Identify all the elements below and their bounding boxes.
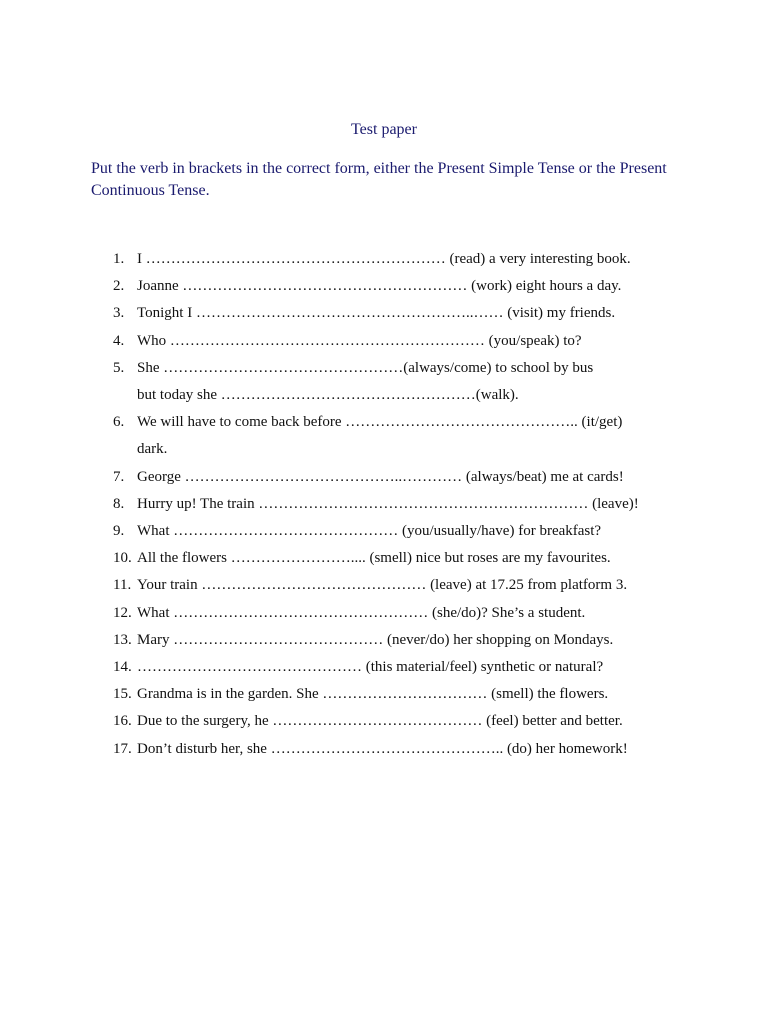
item-text: Tonight I ………………………………………………..…… (visit) my friends.: [137, 305, 616, 322]
exercise-item-7: [113, 464, 683, 491]
item-text-continued: dark.: [137, 441, 168, 458]
item-text: ……………………………………… (this material/feel) synthetic or natural?: [137, 659, 604, 676]
exercise-item-6: [113, 409, 683, 463]
item-text: Due to the surgery, he …………………………………… (feel) better and better.: [137, 713, 623, 730]
item-text: I …………………………………………………… (read) a very interesting book.: [137, 251, 631, 267]
exercise-list: [113, 246, 683, 763]
item-text: She …………………………………………(always/come) to school by bus: [137, 359, 594, 376]
item-number: 10.: [113, 550, 132, 567]
item-number: 9.: [113, 523, 125, 540]
item-text: Who ……………………………………………………… (you/speak) to?: [137, 332, 582, 349]
page-title: Test paper: [351, 121, 417, 138]
exercise-item-4: [113, 328, 683, 355]
item-number: 3.: [113, 305, 125, 322]
item-number: 6.: [113, 414, 125, 431]
item-number: 7.: [113, 468, 125, 485]
item-number: 14.: [113, 659, 132, 676]
item-number: 8.: [113, 495, 125, 512]
exercise-item-14: [113, 654, 683, 681]
exercise-item-16: [113, 708, 683, 735]
exercise-item-3: [113, 300, 683, 327]
item-number: 5.: [113, 359, 125, 376]
exercise-item-8: [113, 491, 683, 518]
exercise-item-10: [113, 545, 683, 572]
item-number: 2.: [113, 278, 125, 295]
item-number: 1.: [113, 251, 125, 267]
exercise-item-9: [113, 518, 683, 545]
item-text: Hurry up! The train ………………………………………………………… (leave)!: [137, 495, 639, 512]
exercise-item-5: [113, 355, 683, 409]
instructions: Put the verb in brackets in the correct form, either the Present Simple Tense or the Present Continuous Tense.: [91, 160, 667, 199]
item-text-continued: but today she ……………………………………………(walk).: [137, 387, 519, 404]
exercise-item-15: [113, 681, 683, 708]
exercise-item-1: [113, 246, 683, 273]
exercise-item-2: [113, 273, 683, 300]
item-text: Joanne ………………………………………………… (work) eight hours a day.: [137, 278, 622, 295]
item-text: Grandma is in the garden. She …………………………… (smell) the flowers.: [137, 686, 609, 703]
item-text: All the flowers …………………….... (smell) nice but roses are my favourites.: [137, 550, 611, 567]
exercise-item-17: [113, 736, 683, 763]
item-text: Your train ……………………………………… (leave) at 17.25 from platform 3.: [137, 577, 628, 594]
item-number: 15.: [113, 686, 132, 703]
item-number: 16.: [113, 713, 132, 730]
item-number: 13.: [113, 631, 132, 648]
exercise-item-13: [113, 627, 683, 654]
item-text: Don’t disturb her, she ……………………………………….. (do) her homework!: [137, 740, 628, 757]
item-text: Mary …………………………………… (never/do) her shopping on Mondays.: [137, 631, 614, 648]
item-text: What …………………………………………… (she/do)? She’s a student.: [137, 604, 586, 621]
item-number: 11.: [113, 577, 132, 594]
exercise-item-12: [113, 600, 683, 627]
item-number: 17.: [113, 740, 132, 757]
item-text: George ……………………………………..………… (always/beat) me at cards!: [137, 468, 624, 485]
item-text: What ……………………………………… (you/usually/have) for breakfast?: [137, 523, 602, 540]
exercise-item-11: [113, 572, 683, 599]
item-text: We will have to come back before ……………………………………….. (it/get): [137, 414, 623, 431]
item-number: 4.: [113, 332, 125, 349]
item-number: 12.: [113, 604, 132, 621]
